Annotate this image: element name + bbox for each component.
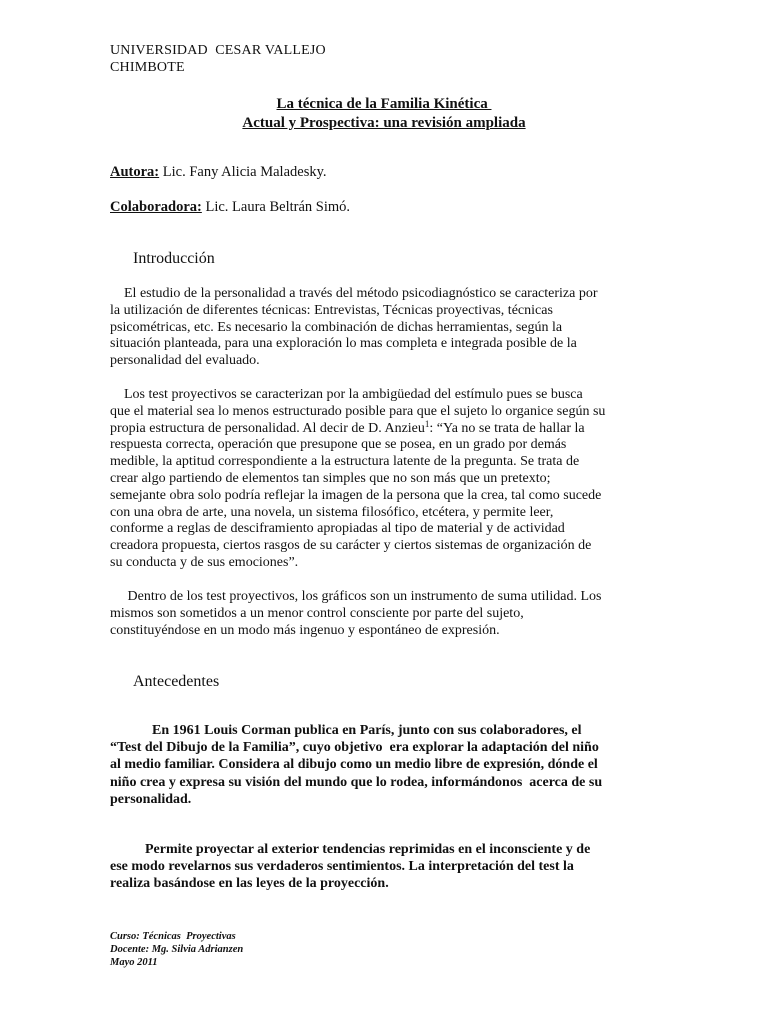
text-line: constituyéndose en un modo más ingenuo y espontáneo de expresión. [110, 622, 500, 638]
paragraph-intro-2 [110, 387, 660, 572]
footnote-marker[interactable]: 1 [424, 418, 430, 429]
city-name: CHIMBOTE [110, 60, 185, 75]
text-line: Los test proyectivos se caracterizan por la ambigüedad del estímulo pues se busca [110, 387, 583, 402]
text-line: Permite proyectar al exterior tendencias reprimidas en el inconsciente y de [110, 842, 591, 857]
text-line: al medio familiar. Considera al dibujo como un medio libre de expresión, dónde el [110, 757, 598, 773]
section-heading-introduction: Introducción [133, 250, 215, 267]
text-line: la utilización de diferentes técnicas: Entrevistas, Técnicas proyectivas, técnicas [110, 302, 553, 318]
collaborator-label: Colaboradora: [110, 199, 202, 215]
text-line: personalidad del evaluado. [110, 353, 260, 369]
text-line [110, 418, 660, 438]
author-name: Lic. Fany Alicia Maladesky. [159, 164, 327, 180]
collaborator-name: Lic. Laura Beltrán Simó. [201, 199, 351, 215]
text-line: El estudio de la personalidad a través del método psicodiagnóstico se caracteriza por [110, 286, 598, 301]
document-title-line2: Actual y Prospectiva: una revisión ampliada [242, 115, 526, 131]
paragraph-intro-3 [110, 589, 660, 639]
text-line: En 1961 Louis Corman publica en París, junto con sus colaboradores, el [110, 723, 582, 738]
page-footer [110, 930, 243, 969]
text-line: situación planteada, para una exploración lo mas completa e integrada posible de la [110, 336, 577, 352]
text-fragment: : “Ya no se trata de hallar la [429, 420, 585, 436]
author-label: Autora: [110, 164, 160, 180]
teacher-line: Docente: Mg. Silvia Adrianzen [110, 944, 244, 955]
paragraph-antecedentes-2 [110, 841, 660, 893]
text-line: semejante obra solo podría reflejar la imagen de la persona que la crea, tal como sucede [110, 487, 602, 503]
text-line: realiza basándose en las leyes de la proyección. [110, 876, 389, 892]
text-fragment: propia estructura de personalidad. Al decir de D. Anzieu [110, 420, 425, 436]
paragraph-antecedentes-1 [110, 722, 660, 808]
text-line: psicométricas, etc. Es necesario la combinación de dichas herramientas, según la [110, 319, 563, 335]
text-line: personalidad. [110, 791, 192, 807]
author-line [110, 164, 327, 181]
text-line: mismos son sometidos a un menor control consciente por parte del sujeto, [110, 605, 524, 621]
text-line: Dentro de los test proyectivos, los gráficos son un instrumento de suma utilidad. Los [110, 589, 602, 604]
text-line: crear algo partiendo de elementos tan simples que no son más que un pretexto; [110, 470, 551, 486]
course-line: Curso: Técnicas Proyectivas [110, 931, 236, 942]
text-line: “Test del Dibujo de la Familia”, cuyo objetivo era explorar la adaptación del niño [110, 740, 599, 756]
section-heading-antecedentes: Antecedentes [133, 673, 220, 690]
date-line: Mayo 2011 [110, 957, 158, 968]
text-line: conforme a reglas de desciframiento apropiadas al tipo de material y de actividad [110, 521, 565, 537]
text-line: creadora propuesta, ciertos rasgos de su carácter y ciertos sistemas de organización de [110, 538, 592, 554]
document-title-line1: La técnica de la Familia Kinética [276, 96, 492, 112]
text-line: su conducta y de sus emociones”. [110, 554, 299, 570]
text-line: niño crea y expresa su visión del mundo que lo rodea, informándonos acerca de su [110, 774, 603, 790]
text-line: medible, la aptitud correspondiente a la estructura latente de la pregunta. Se trata de [110, 454, 580, 470]
text-line: con una obra de arte, una novela, un sistema filosófico, etcétera, y permite leer, [110, 504, 554, 520]
text-line: que el material sea lo menos estructurado posible para que el sujeto lo organice según su [110, 403, 606, 419]
collaborator-line [110, 199, 350, 216]
text-line: respuesta correcta, operación que presupone que se posea, en un grado por demás [110, 437, 567, 453]
text-line: ese modo revelarnos sus verdaderos sentimientos. La interpretación del test la [110, 859, 574, 875]
university-name: UNIVERSIDAD CESAR VALLEJO [110, 43, 326, 58]
paragraph-intro-1 [110, 286, 660, 370]
university-header [110, 42, 326, 76]
